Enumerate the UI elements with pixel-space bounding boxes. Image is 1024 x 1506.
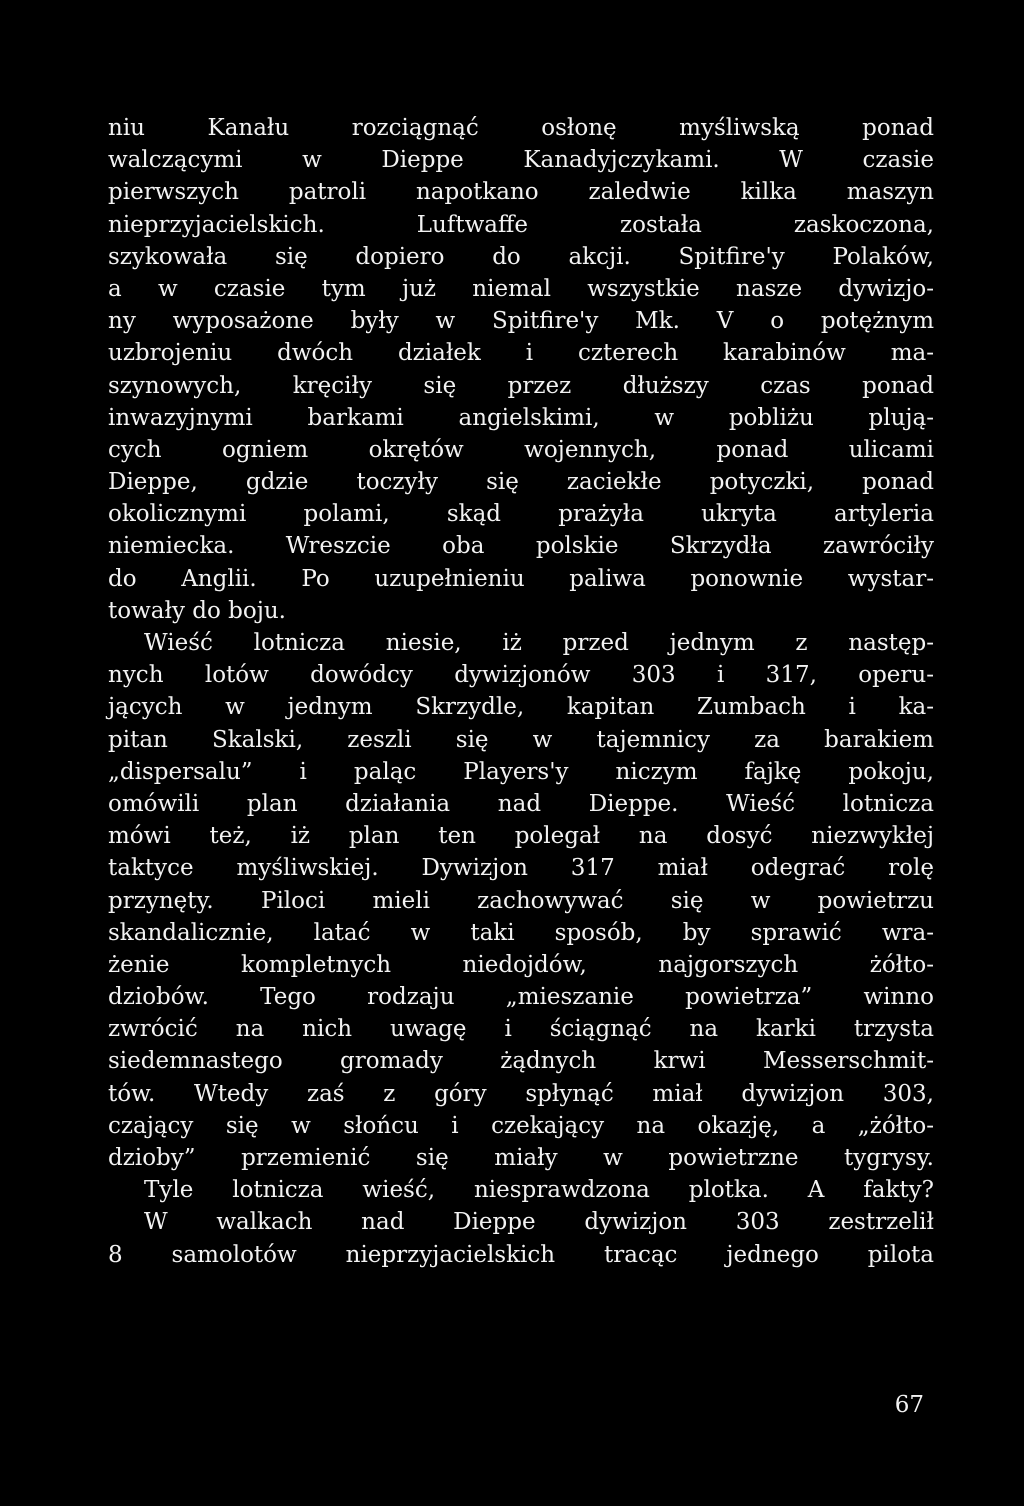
body-text <box>108 112 934 1271</box>
text-line: siedemnastego gromady żądnych krwi Messerschmit- <box>108 1048 934 1075</box>
text-line: tów. Wtedy zaś z góry spłynąć miał dywizjon 303, <box>108 1080 934 1107</box>
text-line: nych lotów dowódcy dywizjonów 303 i 317, operu- <box>108 662 934 689</box>
page-number: 67 <box>894 1392 924 1418</box>
text-line: Dieppe, gdzie toczyły się zaciekłe potyczki, ponad <box>108 469 934 496</box>
text-line: nieprzyjacielskich. Luftwaffe została zaskoczona, <box>108 211 934 238</box>
text-line: 8 samolotów nieprzyjacielskich tracąc jednego pilota <box>108 1241 934 1268</box>
text-line: towały do boju. <box>108 597 286 624</box>
text-line: zwrócić na nich uwagę i ściągnąć na karki trzysta <box>108 1016 934 1043</box>
text-line: uzbrojeniu dwóch działek i czterech karabinów ma- <box>108 340 934 367</box>
text-line: szykowała się dopiero do akcji. Spitfire'y Polaków, <box>108 243 934 270</box>
text-line: jących w jednym Skrzydle, kapitan Zumbach i ka- <box>108 694 934 721</box>
text-line: a w czasie tym już niemal wszystkie nasze dywizjo- <box>108 275 934 302</box>
text-line: dziobów. Tego rodzaju „mieszanie powietrza” winno <box>108 984 934 1011</box>
text-line: omówili plan działania nad Dieppe. Wieść lotnicza <box>108 790 934 817</box>
text-line: okolicznymi polami, skąd prażyła ukryta artyleria <box>108 501 934 528</box>
text-line: taktyce myśliwskiej. Dywizjon 317 miał odegrać rolę <box>108 855 934 882</box>
text-line: ny wyposażone były w Spitfire'y Mk. V o potężnym <box>108 308 934 335</box>
text-line: żenie kompletnych niedojdów, najgorszych żółto- <box>108 951 934 978</box>
text-line: szynowych, kręciły się przez dłuższy czas ponad <box>108 372 934 399</box>
text-line: inwazyjnymi barkami angielskimi, w pobliżu plują- <box>108 404 934 431</box>
text-line: niemiecka. Wreszcie oba polskie Skrzydła zawróciły <box>108 533 934 560</box>
text-line: dzioby” przemienić się miały w powietrzne tygrysy. <box>108 1145 934 1171</box>
text-line: niu Kanału rozciągnąć osłonę myśliwską ponad <box>108 115 934 141</box>
text-line: pierwszych patroli napotkano zaledwie kilka maszyn <box>108 179 934 206</box>
text-line: czający się w słońcu i czekający na okazję, a „żółto- <box>108 1112 934 1139</box>
text-line: „dispersalu” i paląc Players'y niczym fajkę pokoju, <box>108 758 934 785</box>
text-line: Wieść lotnicza niesie, iż przed jednym z następ- <box>144 630 934 656</box>
text-line: mówi też, iż plan ten polegał na dosyć niezwykłej <box>108 823 934 850</box>
text-line: przynęty. Piloci mieli zachowywać się w powietrzu <box>108 887 934 914</box>
text-line: pitan Skalski, zeszli się w tajemnicy za barakiem <box>108 726 934 753</box>
text-line: W walkach nad Dieppe dywizjon 303 zestrzelił <box>144 1209 934 1236</box>
text-line: do Anglii. Po uzupełnieniu paliwa ponownie wystar- <box>108 565 934 592</box>
text-line: walczącymi w Dieppe Kanadyjczykami. W czasie <box>108 147 934 174</box>
text-line: cych ogniem okrętów wojennych, ponad ulicami <box>108 436 934 463</box>
text-line: Tyle lotnicza wieść, niesprawdzona plotka. A fakty? <box>144 1177 934 1204</box>
text-line: skandalicznie, latać w taki sposób, by sprawić wra- <box>108 919 934 946</box>
